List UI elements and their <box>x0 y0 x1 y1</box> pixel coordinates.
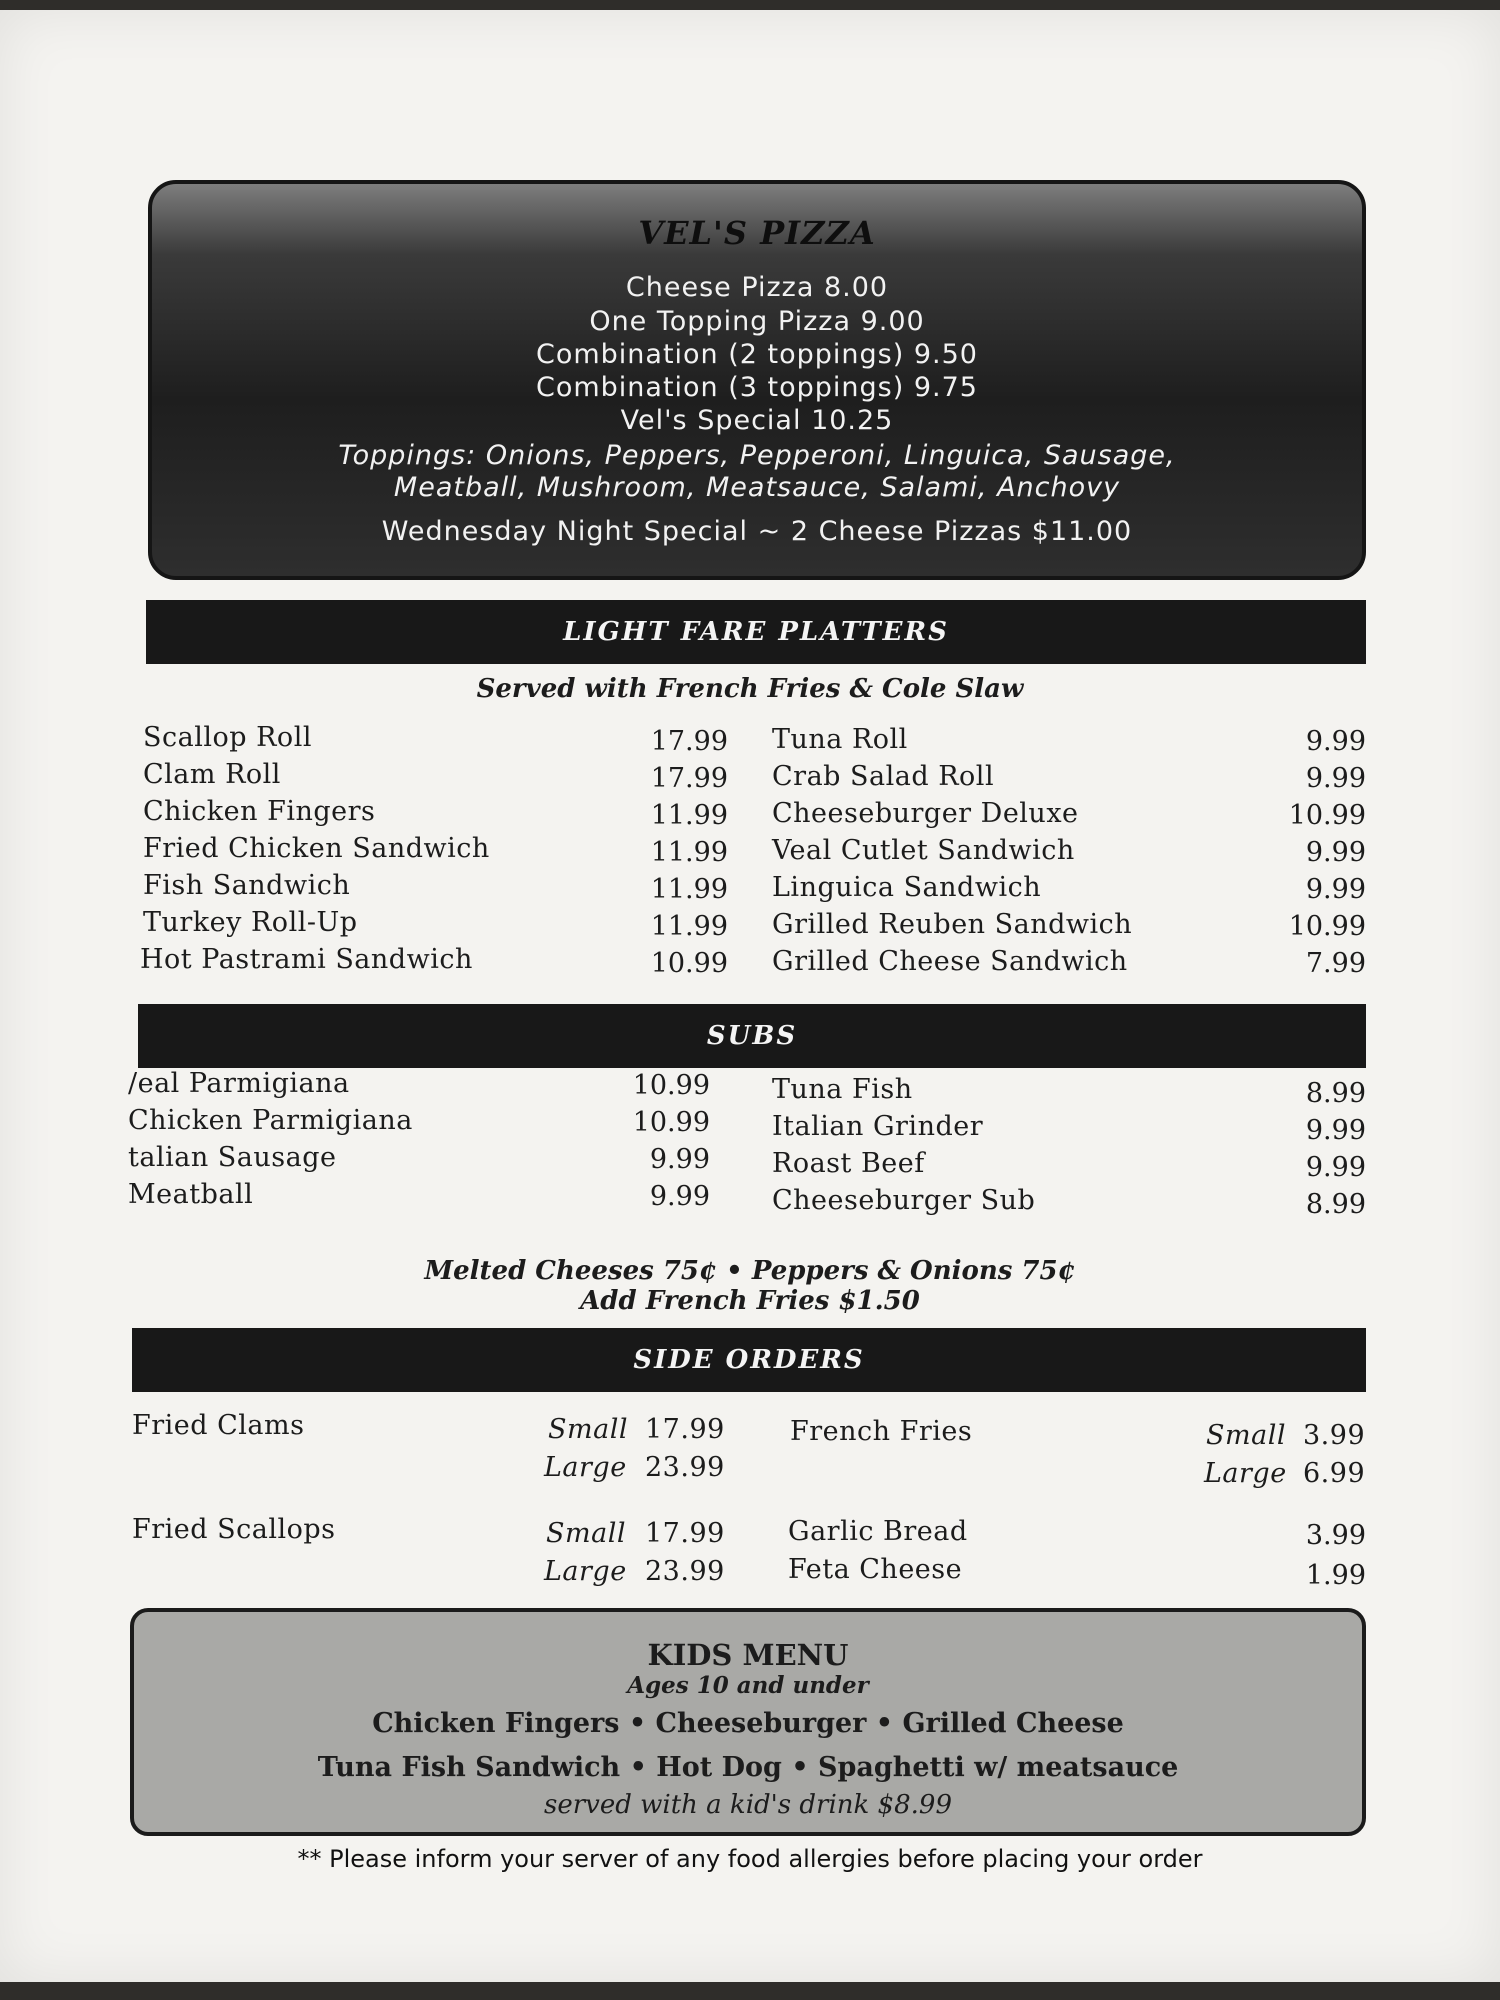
menu-item: Fried Scallops <box>132 1514 336 1545</box>
menu-price: 23.99 <box>645 1452 725 1483</box>
menu-item: Tuna Fish <box>772 1074 913 1105</box>
menu-price: 10.99 <box>1288 911 1366 942</box>
menu-price: 17.99 <box>650 726 728 757</box>
menu-item: Italian Grinder <box>772 1111 984 1142</box>
platters-note: Served with French Fries & Cole Slaw <box>476 674 1024 704</box>
pizza-title: VEL'S PIZZA <box>638 214 876 252</box>
menu-item: Meatball <box>128 1179 254 1210</box>
menu-price: 3.99 <box>1305 1520 1366 1551</box>
size-label: Large <box>544 1452 627 1483</box>
menu-price: 17.99 <box>650 763 728 794</box>
menu-item: Scallop Roll <box>143 722 312 753</box>
pizza-section <box>148 180 1366 580</box>
menu-item: Garlic Bread <box>788 1516 968 1547</box>
kids-items: Chicken Fingers • Cheeseburger • Grilled Cheese <box>372 1708 1124 1739</box>
pizza-line: Combination (2 toppings) 9.50 <box>535 339 978 370</box>
menu-item: Roast Beef <box>772 1148 925 1179</box>
menu-item: Crab Salad Roll <box>772 761 995 792</box>
menu-price: 11.99 <box>650 837 728 868</box>
menu-price: 9.99 <box>649 1144 710 1175</box>
menu-item: Grilled Reuben Sandwich <box>772 909 1133 940</box>
kids-items: Tuna Fish Sandwich • Hot Dog • Spaghetti w/ meatsauce <box>317 1752 1179 1783</box>
menu-price: 11.99 <box>650 874 728 905</box>
menu-price: 9.99 <box>1305 763 1366 794</box>
menu-item: Hot Pastrami Sandwich <box>140 944 473 975</box>
menu-price: 8.99 <box>1305 1078 1366 1109</box>
pizza-toppings: Meatball, Mushroom, Meatsauce, Salami, Anchovy <box>393 472 1121 503</box>
pizza-line: Cheese Pizza 8.00 <box>625 272 889 303</box>
size-label: Small <box>548 1414 628 1445</box>
menu-price: 9.99 <box>1305 837 1366 868</box>
menu-item: Linguica Sandwich <box>772 872 1042 903</box>
kids-menu-section <box>130 1608 1366 1836</box>
menu-price: 9.99 <box>1305 1152 1366 1183</box>
platters-header: LIGHT FARE PLATTERS <box>146 600 1366 664</box>
menu-price: 23.99 <box>645 1556 725 1587</box>
size-label: Large <box>544 1556 627 1587</box>
menu-price: 10.99 <box>650 948 728 979</box>
menu-item: Fried Clams <box>132 1410 305 1441</box>
menu-item: Cheeseburger Sub <box>772 1185 1036 1216</box>
menu-price: 6.99 <box>1303 1458 1366 1489</box>
menu-price: 10.99 <box>632 1107 710 1138</box>
size-label: Small <box>546 1518 626 1549</box>
menu-price: 9.99 <box>1305 1115 1366 1146</box>
menu-item: Turkey Roll-Up <box>143 907 358 938</box>
menu-price: 8.99 <box>1305 1189 1366 1220</box>
menu-price: 17.99 <box>645 1414 725 1445</box>
menu-price: 10.99 <box>632 1070 710 1101</box>
allergy-note: ** Please inform your server of any food allergies before placing your order <box>297 1845 1203 1873</box>
menu-price: 3.99 <box>1303 1420 1366 1451</box>
menu-price: 9.99 <box>1305 874 1366 905</box>
menu-price: 9.99 <box>1305 726 1366 757</box>
subs-header: SUBS <box>138 1004 1366 1068</box>
pizza-toppings: Toppings: Onions, Peppers, Pepperoni, Linguica, Sausage, <box>338 440 1176 471</box>
menu-item: Fried Chicken Sandwich <box>143 833 490 864</box>
menu-item: Cheeseburger Deluxe <box>772 798 1079 829</box>
menu-item: Tuna Roll <box>772 724 908 755</box>
menu-price: 17.99 <box>645 1518 725 1549</box>
pizza-special: Wednesday Night Special ~ 2 Cheese Pizzas $11.00 <box>381 516 1133 547</box>
subs-extras: Add French Fries $1.50 <box>580 1286 920 1316</box>
size-label: Large <box>1204 1458 1287 1489</box>
menu-price: 9.99 <box>649 1181 710 1212</box>
menu-item: /eal Parmigiana <box>128 1068 350 1099</box>
menu-item: talian Sausage <box>128 1142 337 1173</box>
kids-note: served with a kid's drink $8.99 <box>544 1790 952 1820</box>
pizza-line: Vel's Special 10.25 <box>620 405 894 436</box>
sides-header: SIDE ORDERS <box>132 1328 1366 1392</box>
size-label: Small <box>1206 1420 1286 1451</box>
menu-price: 11.99 <box>650 800 728 831</box>
subs-extras: Melted Cheeses 75¢ • Peppers & Onions 75¢ <box>424 1256 1076 1286</box>
menu-item: Chicken Fingers <box>143 796 376 827</box>
menu-page <box>0 10 1500 1982</box>
menu-price: 11.99 <box>650 911 728 942</box>
menu-item: Fish Sandwich <box>143 870 351 901</box>
kids-title: KIDS MENU <box>647 1638 849 1672</box>
menu-item: Feta Cheese <box>788 1554 963 1585</box>
menu-item: Chicken Parmigiana <box>128 1105 413 1136</box>
pizza-line: One Topping Pizza 9.00 <box>589 306 925 337</box>
menu-item: Clam Roll <box>143 759 281 790</box>
menu-price: 1.99 <box>1305 1560 1366 1591</box>
kids-subtitle: Ages 10 and under <box>627 1672 869 1699</box>
pizza-line: Combination (3 toppings) 9.75 <box>535 372 978 403</box>
menu-item: Veal Cutlet Sandwich <box>772 835 1075 866</box>
menu-item: Grilled Cheese Sandwich <box>772 946 1128 977</box>
menu-price: 10.99 <box>1288 800 1366 831</box>
menu-price: 7.99 <box>1305 948 1366 979</box>
menu-item: French Fries <box>790 1416 973 1447</box>
